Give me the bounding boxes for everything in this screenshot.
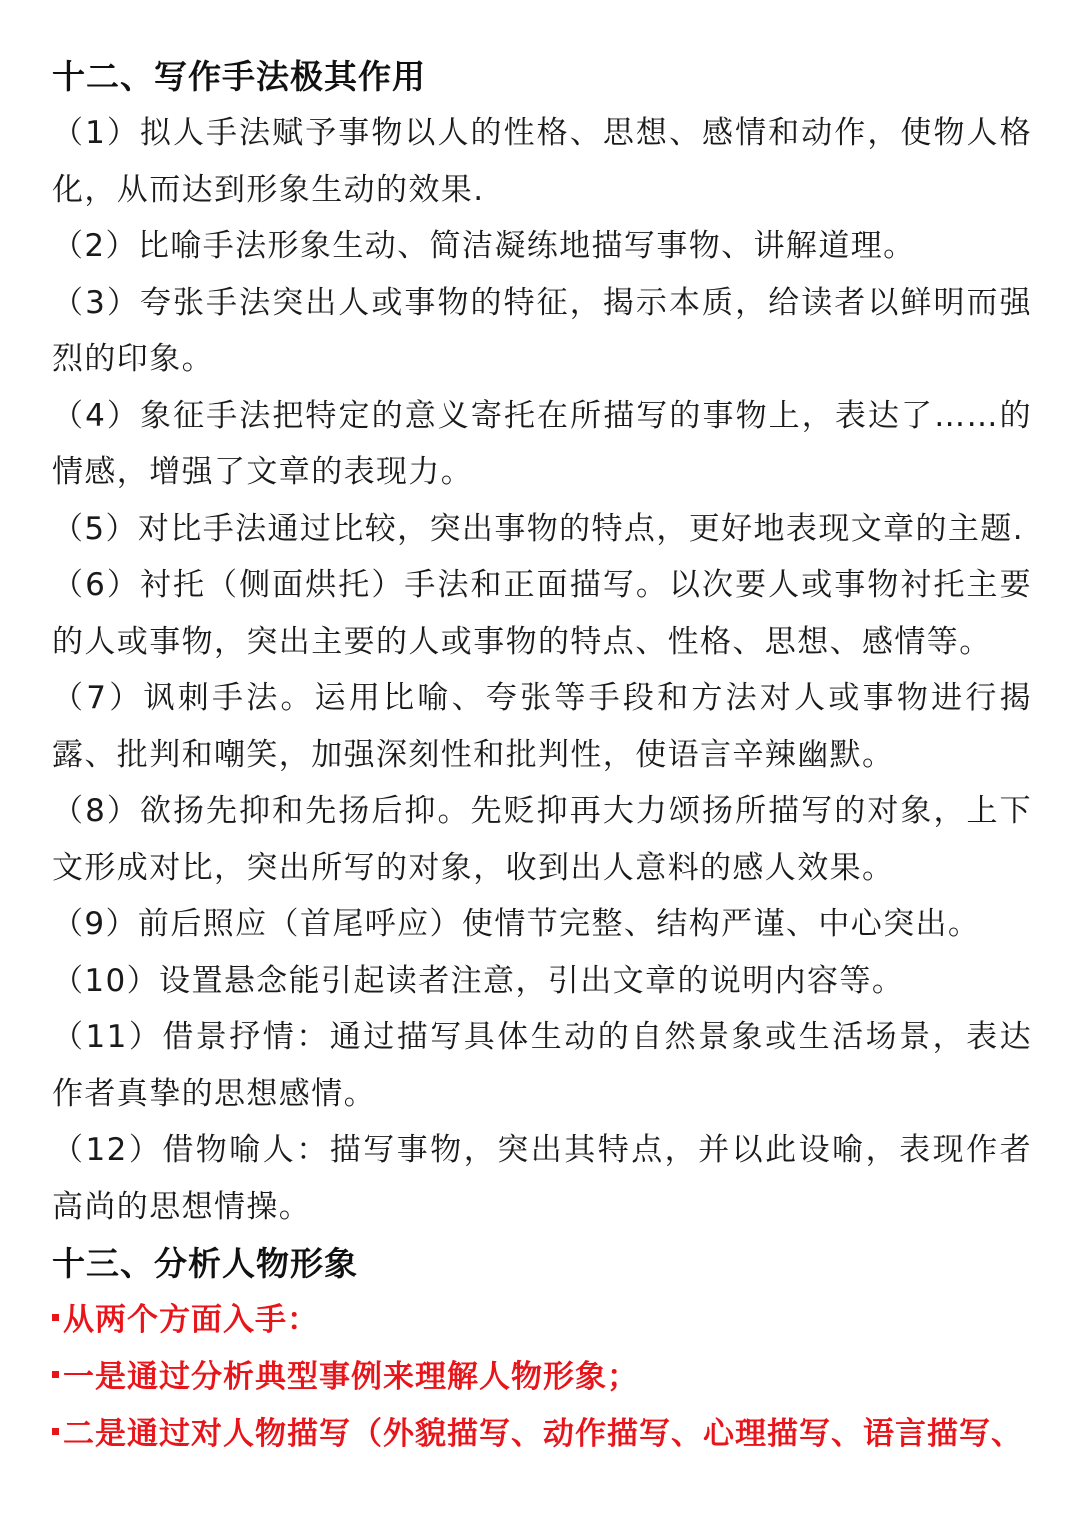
square-bullet-icon (52, 1371, 59, 1378)
list-item-9: （9）前后照应（首尾呼应）使情节完整、结构严谨、中心突出。 (52, 906, 981, 942)
bullet-text: 从两个方面入手： (63, 1302, 319, 1338)
list-item-2: （2）比喻手法形象生动、简洁凝练地描写事物、讲解道理。 (52, 228, 916, 264)
list-item-5: （5）对比手法通过比较，突出事物的特点，更好地表现文章的主题. (52, 510, 1024, 547)
bullet-text: 一是通过分析典型事例来理解人物形象； (63, 1359, 639, 1395)
bullet-line-1 (52, 1292, 1032, 1349)
bullet-line-2 (52, 1349, 1032, 1406)
section-12-title: 十二、写作手法极其作用 (52, 57, 426, 96)
list-item-11: （11）借景抒情：通过描写具体生动的自然景象或生活场景，表达作者真挚的思想感情。 (52, 1019, 1032, 1112)
square-bullet-icon (52, 1428, 59, 1435)
list-item-12: （12）借物喻人：描写事物，突出其特点，并以此设喻，表现作者高尚的思想情操。 (52, 1132, 1032, 1225)
list-item-7: （7）讽刺手法。运用比喻、夸张等手段和方法对人或事物进行揭露、批判和嘲笑，加强深刻性和批判性，使语言辛辣幽默。 (52, 680, 1032, 773)
list-item-6: （6）衬托（侧面烘托）手法和正面描写。以次要人或事物衬托主要的人或事物，突出主要的人或事物的特点、性格、思想、感情等。 (52, 567, 1032, 660)
document-page (52, 48, 1032, 1463)
list-item-10: （10）设置悬念能引起读者注意，引出文章的说明内容等。 (52, 962, 905, 999)
bullet-text: 二是通过对人物描写（外貌描写、动作描写、心理描写、语言描写、 (63, 1416, 1023, 1452)
list-item-4: （4）象征手法把特定的意义寄托在所描写的事物上，表达了……的情感，增强了文章的表现力。 (52, 397, 1032, 490)
list-item-1: （1）拟人手法赋予事物以人的性格、思想、感情和动作，使物人格化，从而达到形象生动的效果. (52, 115, 1032, 208)
list-item-8: （8）欲扬先抑和先扬后抑。先贬抑再大力颂扬所描写的对象，上下文形成对比，突出所写的对象，收到出人意料的感人效果。 (52, 793, 1032, 886)
section-13-title: 十三、分析人物形象 (52, 1244, 358, 1283)
bullet-line-3 (52, 1406, 1032, 1463)
list-item-3: （3）夸张手法突出人或事物的特征，揭示本质，给读者以鲜明而强烈的印象。 (52, 284, 1032, 377)
square-bullet-icon (52, 1314, 59, 1321)
